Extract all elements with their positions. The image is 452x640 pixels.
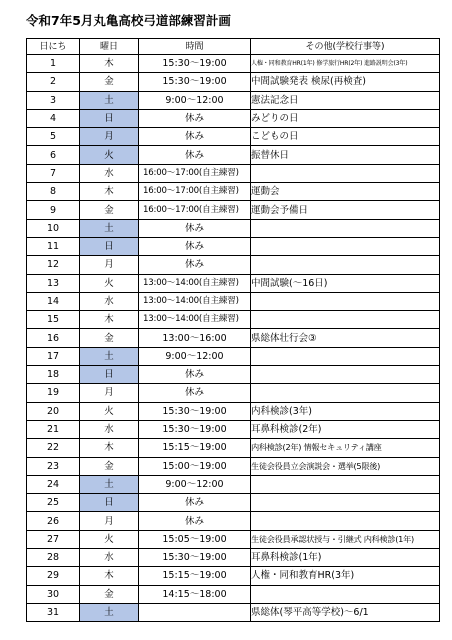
cell-day: 13 [27,274,80,292]
cell-time: 休み [139,366,251,384]
cell-time: 休み [139,512,251,530]
cell-note [251,384,440,402]
cell-dow: 火 [80,402,139,420]
cell-day: 21 [27,420,80,438]
cell-time: 13:00～14:00(自主練習) [139,292,251,310]
cell-dow: 土 [80,475,139,493]
cell-dow: 金 [80,201,139,219]
cell-note: 人権・同和教育HR(3年) [251,567,440,585]
table-row [27,164,440,182]
cell-note: 振替休日 [251,146,440,164]
cell-dow: 日 [80,109,139,127]
cell-dow: 土 [80,91,139,109]
header-dow: 曜日 [80,39,139,55]
table-row [27,530,440,548]
table-body [27,55,440,622]
table-row [27,91,440,109]
cell-dow: 水 [80,549,139,567]
cell-day: 25 [27,494,80,512]
cell-dow: 木 [80,439,139,457]
cell-dow: 水 [80,420,139,438]
cell-dow: 木 [80,311,139,329]
cell-note [251,292,440,310]
cell-day: 9 [27,201,80,219]
cell-day: 26 [27,512,80,530]
cell-dow: 金 [80,585,139,603]
cell-day: 4 [27,109,80,127]
cell-time: 休み [139,128,251,146]
cell-note: 生徒会役員承認状授与・引継式 内科検診(1年) [251,530,440,548]
cell-note [251,164,440,182]
cell-day: 14 [27,292,80,310]
cell-note: 運動会 [251,183,440,201]
cell-dow: 木 [80,183,139,201]
cell-dow: 金 [80,457,139,475]
cell-note: 中間試験発表 検尿(再検査) [251,73,440,91]
cell-note [251,347,440,365]
cell-dow: 金 [80,329,139,347]
cell-day: 11 [27,237,80,255]
table-row [27,366,440,384]
header-day: 日にち [27,39,80,55]
table-row [27,494,440,512]
cell-time: 15:30～19:00 [139,73,251,91]
cell-note [251,512,440,530]
cell-day: 3 [27,91,80,109]
cell-note [251,256,440,274]
cell-time: 14:15～18:00 [139,585,251,603]
table-row [27,256,440,274]
cell-note: 生徒会役員立会演説会・選挙(5限後) [251,457,440,475]
table-row [27,183,440,201]
cell-dow: 火 [80,146,139,164]
cell-time: 休み [139,237,251,255]
table-row [27,549,440,567]
cell-dow: 土 [80,347,139,365]
cell-time: 15:15～19:00 [139,567,251,585]
table-row [27,457,440,475]
table-row [27,420,440,438]
cell-note: こどもの日 [251,128,440,146]
cell-day: 8 [27,183,80,201]
cell-dow: 水 [80,164,139,182]
cell-time [139,603,251,621]
cell-time: 休み [139,256,251,274]
cell-time: 9:00～12:00 [139,347,251,365]
cell-time: 16:00～17:00(自主練習) [139,201,251,219]
cell-note [251,311,440,329]
cell-note [251,219,440,237]
cell-time: 13:00～14:00(自主練習) [139,274,251,292]
cell-dow: 日 [80,237,139,255]
cell-dow: 月 [80,384,139,402]
cell-dow: 土 [80,219,139,237]
practice-schedule-table [26,38,440,622]
cell-note: みどりの日 [251,109,440,127]
cell-day: 7 [27,164,80,182]
cell-time: 13:00～16:00 [139,329,251,347]
table-row [27,128,440,146]
cell-day: 22 [27,439,80,457]
cell-day: 19 [27,384,80,402]
cell-note: 耳鼻科検診(1年) [251,549,440,567]
table-row [27,219,440,237]
cell-day: 23 [27,457,80,475]
cell-time: 15:30～19:00 [139,420,251,438]
table-row [27,55,440,73]
cell-day: 10 [27,219,80,237]
table-row [27,603,440,621]
cell-time: 13:00～14:00(自主練習) [139,311,251,329]
table-row [27,73,440,91]
cell-dow: 日 [80,366,139,384]
table-row [27,109,440,127]
cell-time: 休み [139,494,251,512]
cell-note: 内科検診(3年) [251,402,440,420]
cell-dow: 火 [80,530,139,548]
cell-note [251,585,440,603]
table-row [27,274,440,292]
cell-note [251,475,440,493]
header-time: 時間 [139,39,251,55]
cell-dow: 木 [80,567,139,585]
cell-note: 内科検診(2年) 情報セキュリティ講座 [251,439,440,457]
cell-time: 休み [139,109,251,127]
table-row [27,146,440,164]
cell-day: 29 [27,567,80,585]
table-row [27,292,440,310]
table-row [27,237,440,255]
cell-time: 15:30～19:00 [139,549,251,567]
cell-note: 運動会予備日 [251,201,440,219]
cell-time: 休み [139,219,251,237]
cell-time: 15:30～19:00 [139,402,251,420]
cell-day: 27 [27,530,80,548]
cell-note: 県総体(琴平高等学校)～6/1 [251,603,440,621]
cell-time: 15:05～19:00 [139,530,251,548]
cell-dow: 日 [80,494,139,512]
cell-time: 15:15～19:00 [139,439,251,457]
cell-dow: 月 [80,512,139,530]
cell-day: 24 [27,475,80,493]
cell-dow: 土 [80,603,139,621]
cell-dow: 金 [80,73,139,91]
table-row [27,347,440,365]
cell-note [251,494,440,512]
table-row [27,384,440,402]
cell-day: 16 [27,329,80,347]
cell-dow: 月 [80,128,139,146]
cell-time: 休み [139,384,251,402]
cell-dow: 月 [80,256,139,274]
cell-dow: 木 [80,55,139,73]
document-title: 令和7年5月丸亀高校弓道部練習計画 [26,13,231,28]
header-note: その他(学校行事等) [251,39,440,55]
cell-day: 1 [27,55,80,73]
cell-dow: 水 [80,292,139,310]
cell-day: 6 [27,146,80,164]
cell-day: 17 [27,347,80,365]
cell-day: 30 [27,585,80,603]
table-row [27,512,440,530]
table-row [27,402,440,420]
table-row [27,201,440,219]
table-row [27,585,440,603]
cell-day: 31 [27,603,80,621]
table-header-row [27,39,440,55]
table-row [27,567,440,585]
cell-dow: 火 [80,274,139,292]
cell-time: 休み [139,146,251,164]
cell-day: 2 [27,73,80,91]
cell-note: 県総体壮行会③ [251,329,440,347]
cell-note: 耳鼻科検診(2年) [251,420,440,438]
table-row [27,475,440,493]
cell-time: 15:00～19:00 [139,457,251,475]
cell-day: 20 [27,402,80,420]
cell-note [251,237,440,255]
cell-time: 16:00～17:00(自主練習) [139,164,251,182]
cell-day: 18 [27,366,80,384]
cell-day: 12 [27,256,80,274]
cell-note: 人権・同和教育HR(1年) 修学旅行HR(2年) 進路説明会(3年) [251,55,440,73]
cell-note: 憲法記念日 [251,91,440,109]
cell-time: 9:00～12:00 [139,91,251,109]
table-row [27,439,440,457]
cell-day: 15 [27,311,80,329]
cell-time: 15:30～19:00 [139,55,251,73]
table-row [27,311,440,329]
cell-time: 16:00～17:00(自主練習) [139,183,251,201]
cell-day: 28 [27,549,80,567]
cell-time: 9:00～12:00 [139,475,251,493]
cell-note [251,366,440,384]
cell-day: 5 [27,128,80,146]
cell-note: 中間試験(～16日) [251,274,440,292]
table-row [27,329,440,347]
